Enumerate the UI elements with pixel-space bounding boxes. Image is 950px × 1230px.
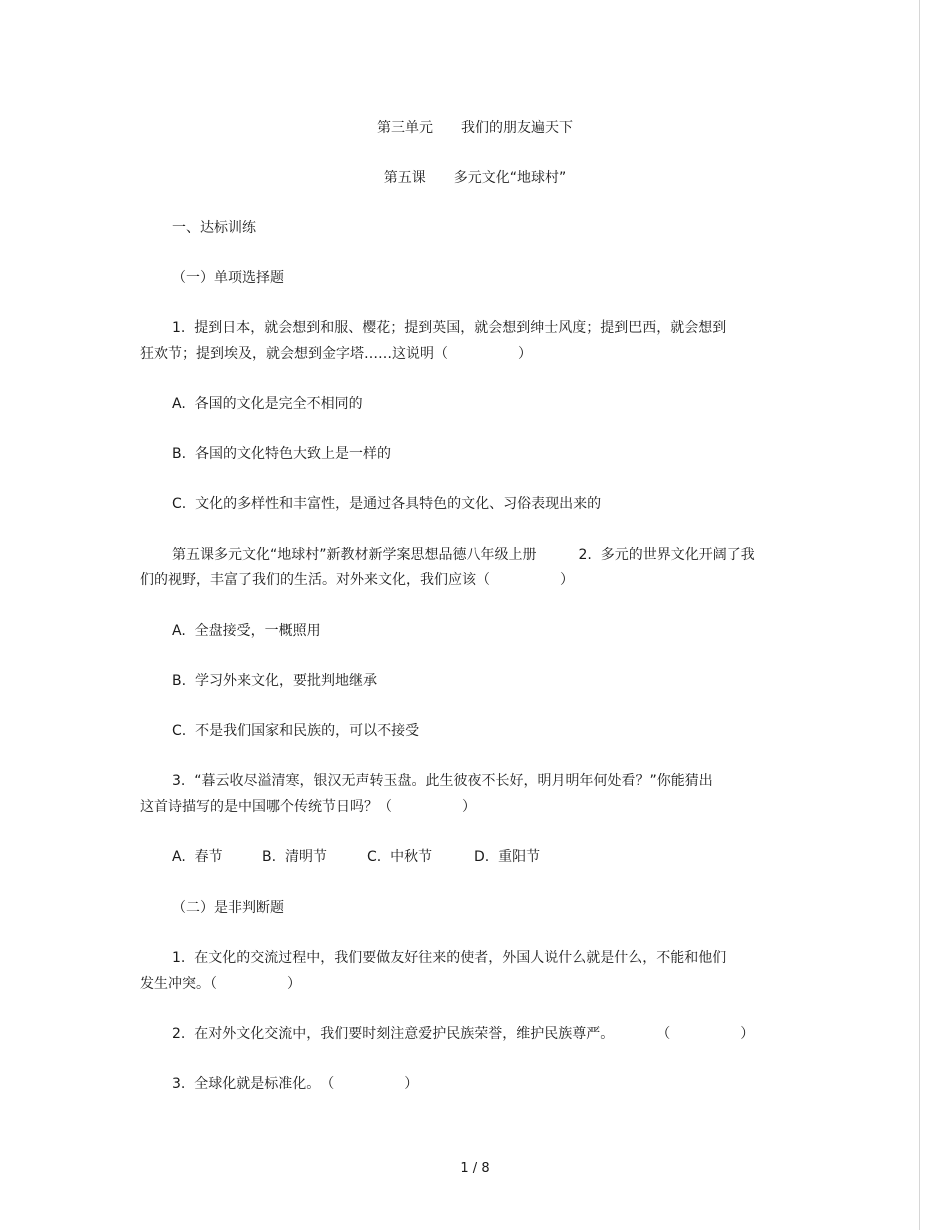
tf3: 3. 全球化就是标准化。 （ ） <box>172 1076 419 1092</box>
q2-line2: 们的视野，丰富了我们的生活。对外来文化，我们应该（ ） <box>140 572 574 588</box>
tf2: 2. 在对外文化交流中，我们要时刻注意爱护民族荣誉，维护民族尊严。 （ ） <box>172 1026 755 1042</box>
q1-line2: 狂欢节；提到埃及，就会想到金字塔……这说明（ ） <box>140 346 532 362</box>
q2-line1: 第五课多元文化“地球村”新教材新学案思想品德八年级上册 2. 多元的世界文化开阔了我 <box>172 547 755 563</box>
q3-option-b: B. 清明节 <box>262 849 327 865</box>
q1-line1: 1. 提到日本，就会想到和服、樱花；提到英国，就会想到绅士风度；提到巴西，就会想到 <box>172 320 727 336</box>
q3-option-d: D. 重阳节 <box>474 849 541 865</box>
q2-option-a: A. 全盘接受，一概照用 <box>172 623 321 639</box>
q3-line1: 3. “暮云收尽溢清寒，银汉无声转玉盘。此生彼夜不长好，明月明年何处看？”你能猜出 <box>172 773 713 789</box>
part-heading-single-choice: （一）单项选择题 <box>172 270 284 286</box>
tf1-line1: 1. 在文化的交流过程中，我们要做友好往来的使者，外国人说什么就是什么，不能和他们 <box>172 950 727 966</box>
q2-option-b: B. 学习外来文化，要批判地继承 <box>172 673 377 689</box>
q1-option-c: C. 文化的多样性和丰富性，是通过各具特色的文化、习俗表现出来的 <box>172 496 602 512</box>
page-number: 1 / 8 <box>460 1161 490 1176</box>
unit-title: 第三单元 我们的朋友遍天下 <box>377 120 573 136</box>
tf1-line2: 发生冲突。（ ） <box>140 976 301 992</box>
q3-option-c: C. 中秋节 <box>367 849 433 865</box>
q3-line2: 这首诗描写的是中国哪个传统节日吗？（ ） <box>140 799 476 815</box>
lesson-title: 第五课 多元文化“地球村” <box>383 170 567 186</box>
q1-option-b: B. 各国的文化特色大致上是一样的 <box>172 446 391 462</box>
q3-option-a: A. 春节 <box>172 849 223 865</box>
part-heading-true-false: （二）是非判断题 <box>172 900 284 916</box>
section-heading: 一、达标训练 <box>172 220 256 236</box>
q2-option-c: C. 不是我们国家和民族的，可以不接受 <box>172 723 420 739</box>
q1-option-a: A. 各国的文化是完全不相同的 <box>172 396 363 412</box>
